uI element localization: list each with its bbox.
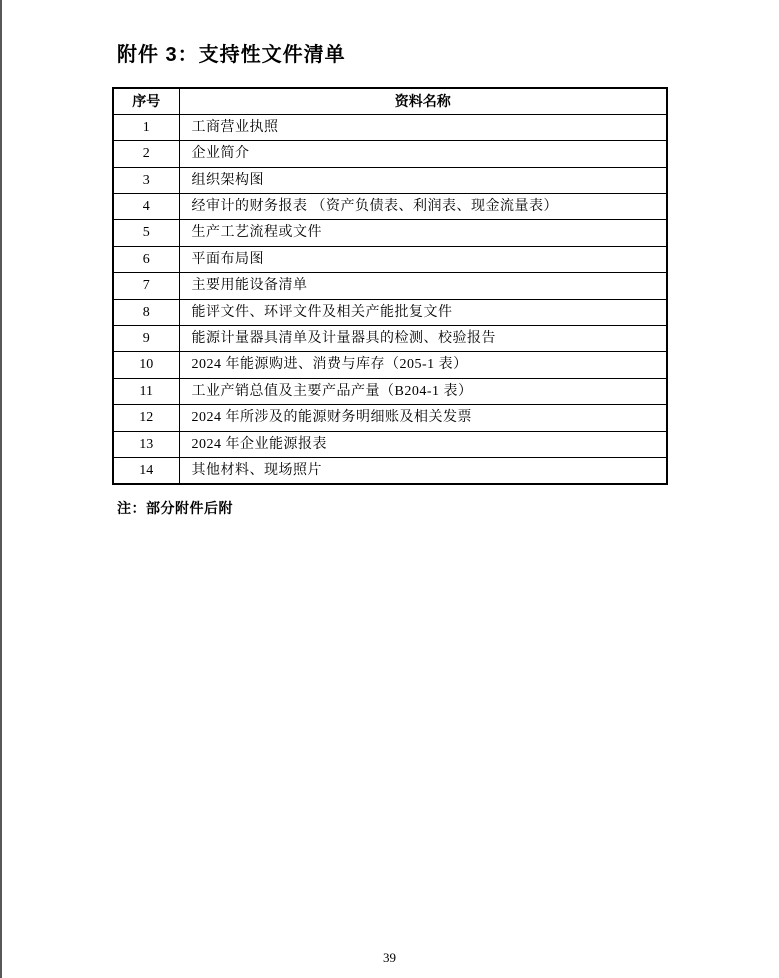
serial-number-cell: 6 [113, 246, 179, 272]
serial-number-cell: 14 [113, 457, 179, 483]
document-name-cell: 2024 年能源购进、消费与库存（205-1 表） [179, 352, 667, 378]
serial-number-cell: 4 [113, 194, 179, 220]
document-name-cell: 2024 年所涉及的能源财务明细账及相关发票 [179, 405, 667, 431]
document-name-cell: 企业简介 [179, 141, 667, 167]
table-row [113, 299, 667, 325]
serial-number-cell: 13 [113, 431, 179, 457]
footnote: 注：部分附件后附 [117, 500, 233, 516]
table-header-row [113, 88, 667, 114]
table-row [113, 141, 667, 167]
serial-number-cell: 7 [113, 273, 179, 299]
serial-number-cell: 8 [113, 299, 179, 325]
page-title: 附件 3：支持性文件清单 [117, 44, 346, 66]
table-row [113, 220, 667, 246]
table-row [113, 167, 667, 193]
column-header-document-name: 资料名称 [179, 88, 667, 114]
serial-number-cell: 11 [113, 378, 179, 404]
column-header-serial-number: 序号 [113, 88, 179, 114]
table-row [113, 114, 667, 140]
serial-number-cell: 12 [113, 405, 179, 431]
document-name-cell: 生产工艺流程或文件 [179, 220, 667, 246]
serial-number-cell: 9 [113, 326, 179, 352]
table-row [113, 326, 667, 352]
document-name-cell: 平面布局图 [179, 246, 667, 272]
table-row [113, 246, 667, 272]
document-name-cell: 经审计的财务报表 （资产负债表、利润表、现金流量表） [179, 194, 667, 220]
table-row [113, 273, 667, 299]
table-row [113, 431, 667, 457]
document-name-cell: 工业产销总值及主要产品产量（B204-1 表） [179, 378, 667, 404]
document-name-cell: 能评文件、环评文件及相关产能批复文件 [179, 299, 667, 325]
document-name-cell: 工商营业执照 [179, 114, 667, 140]
table-row [113, 194, 667, 220]
serial-number-cell: 3 [113, 167, 179, 193]
table-row [113, 378, 667, 404]
document-name-cell: 能源计量器具清单及计量器具的检测、校验报告 [179, 326, 667, 352]
document-name-cell: 组织架构图 [179, 167, 667, 193]
table-row [113, 405, 667, 431]
page-number: 39 [383, 950, 396, 965]
serial-number-cell: 2 [113, 141, 179, 167]
serial-number-cell: 1 [113, 114, 179, 140]
page-left-edge-divider [0, 0, 2, 978]
document-name-cell: 其他材料、现场照片 [179, 457, 667, 483]
document-name-cell: 2024 年企业能源报表 [179, 431, 667, 457]
document-name-cell: 主要用能设备清单 [179, 273, 667, 299]
table-row [113, 457, 667, 483]
supporting-documents-table [112, 87, 668, 485]
serial-number-cell: 5 [113, 220, 179, 246]
serial-number-cell: 10 [113, 352, 179, 378]
table-row [113, 352, 667, 378]
